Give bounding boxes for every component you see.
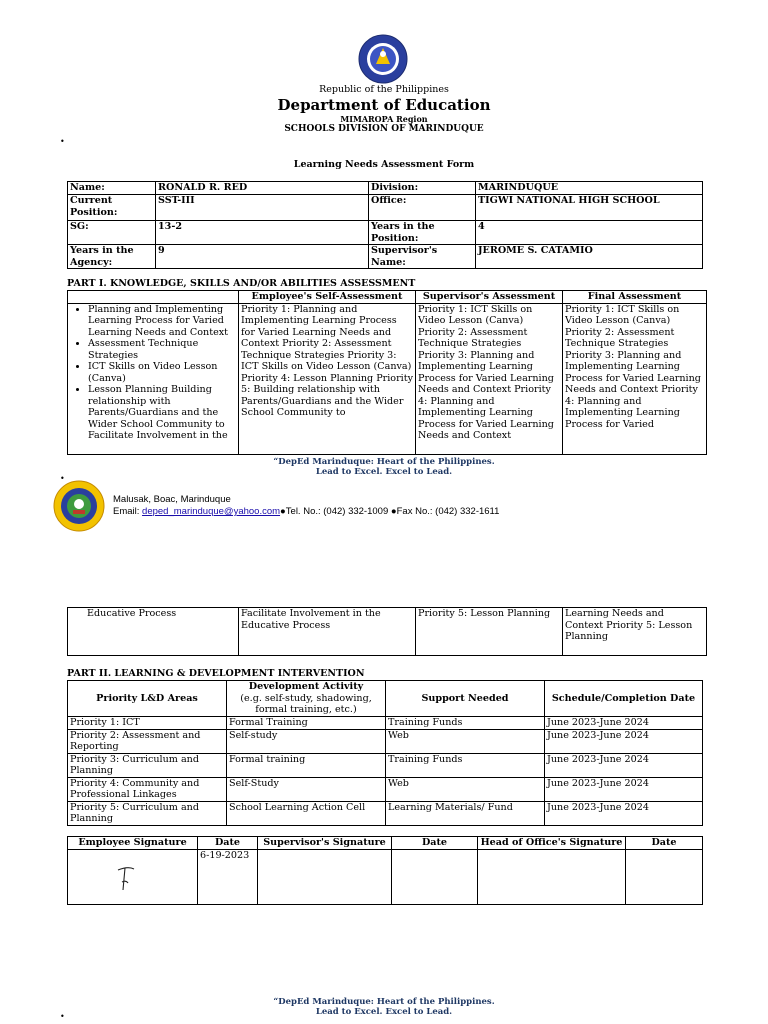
skill-item: • ICT Skills on Video Lesson (Canva): [88, 361, 236, 384]
table-row: [68, 729, 703, 753]
area-cell: Priority 1: ICT: [68, 716, 227, 729]
activity-cell: Formal training: [227, 753, 386, 777]
sg-label: SG:: [68, 221, 156, 245]
final-assessment-text: Priority 1: ICT Skills on Video Lesson (Canva) Priority 2: Assessment Technique Strategies Priority 3: Planning and Implementing Learning Process for Varied Learning Needs and Context Priority 4: Planning and Implementing Learning Process for Varied: [565, 303, 701, 430]
division-office-text: SCHOOLS DIVISION OF MARINDUQUE: [284, 124, 484, 134]
position-value: SST-III: [156, 195, 369, 221]
area-cell: Priority 2: Assessment and Reporting: [68, 729, 227, 753]
part2-header-activity: [227, 681, 386, 717]
activity-header-title: Development Activity: [248, 681, 364, 692]
part1-header-self: Employee's Self-Assessment: [239, 291, 416, 304]
form-title: Learning Needs Assessment Form: [293, 159, 475, 170]
part1-header-skills: [68, 291, 239, 304]
support-cell: Learning Materials/ Fund: [386, 801, 545, 825]
bullet-mark: •: [60, 137, 65, 146]
supervisor-signature-cell: [258, 850, 392, 905]
schedule-cell: June 2023-June 2024: [545, 801, 703, 825]
years-agency-label: Years in the Agency:: [68, 245, 156, 269]
skill-item: • Planning and Implementing Learning Process for Varied Learning Needs and Context: [88, 304, 236, 339]
employee-signature-cell: [68, 850, 198, 905]
part2-header-area: Priority L&D Areas: [68, 681, 227, 717]
sig-header-supervisor: Supervisor's Signature: [258, 837, 392, 850]
footer-motto-line2: Lead to Excel. Excel to Lead.: [315, 1007, 453, 1017]
part2-header-support: Support Needed: [386, 681, 545, 717]
activity-cell: School Learning Action Cell: [227, 801, 386, 825]
cont-final: Learning Needs and Context Priority 5: Lesson Planning: [563, 608, 707, 656]
self-assessment-text: Priority 1: Planning and Implementing Learning Process for Varied Learning Needs and Context Priority 2: Assessment Technique Strategies Priority 3: ICT Skills on Video Lesson (Canva) Priority 4: Lesson Planning Priority 5: Building relationship with Parents/Guardians and the Wider School Community to: [241, 303, 413, 418]
footer-motto-line1: “DepEd Marinduque: Heart of the Philippines.: [273, 997, 495, 1007]
support-cell: Web: [386, 729, 545, 753]
division-seal: [53, 480, 105, 532]
part2-title: PART II. LEARNING & DEVELOPMENT INTERVENTION: [67, 668, 365, 679]
skill-item: • Lesson Planning Building relationship with Parents/Guardians and the Wider School Community to Facilitate Involvement in the: [88, 384, 236, 442]
table-row: [68, 716, 703, 729]
supervisor-assessment-text: Priority 1: ICT Skills on Video Lesson (Canva) Priority 2: Assessment Technique Strategies Priority 3: Planning and Implementing Learning Process for Varied Learning Needs and Context Priority 4: Planning and Implementing Learning Process for Varied Learning Needs and Context: [418, 303, 554, 441]
part1-header-supervisor: Supervisor's Assessment: [416, 291, 563, 304]
sig-header-date: Date: [626, 837, 703, 850]
skill-item: • Assessment Technique Strategies: [88, 338, 236, 361]
support-cell: Web: [386, 777, 545, 801]
part1-continuation-table: [67, 607, 707, 656]
head-signature-cell: [478, 850, 626, 905]
area-cell: Priority 4: Community and Professional Linkages: [68, 777, 227, 801]
bullet-mark: •: [60, 1012, 65, 1021]
schedule-cell: June 2023-June 2024: [545, 729, 703, 753]
supervisor-label: Supervisor's Name:: [369, 245, 476, 269]
name-value: RONALD R. RED: [156, 182, 369, 195]
footer-contact-line: [113, 506, 499, 517]
table-row: [68, 777, 703, 801]
self-assessment-cell: [239, 303, 416, 454]
years-agency-value: 9: [156, 245, 369, 269]
supervisor-date-cell: [392, 850, 478, 905]
part1-header-final: Final Assessment: [563, 291, 707, 304]
phone-fax: ●Tel. No.: (042) 332-1009 ●Fax No.: (042) 332-1611: [280, 506, 500, 517]
position-label: Current Position:: [68, 195, 156, 221]
supervisor-assessment-cell: [416, 303, 563, 454]
email-link[interactable]: deped_marinduque@yahoo.com: [142, 506, 281, 517]
part1-table: [67, 290, 707, 455]
activity-cell: Formal Training: [227, 716, 386, 729]
sig-header-head: Head of Office's Signature: [478, 837, 626, 850]
part2-table: [67, 680, 703, 826]
office-label: Office:: [369, 195, 476, 221]
sig-header-date: Date: [392, 837, 478, 850]
division-label: Division:: [369, 182, 476, 195]
footer-address: Malusak, Boac, Marinduque: [113, 494, 231, 505]
cont-self: Facilitate Involvement in the Educative Process: [239, 608, 416, 656]
schedule-cell: June 2023-June 2024: [545, 753, 703, 777]
division-value: MARINDUQUE: [476, 182, 703, 195]
name-label: Name:: [68, 182, 156, 195]
handwritten-signature: [110, 856, 150, 896]
cont-skill: Educative Process: [68, 608, 239, 656]
support-cell: Training Funds: [386, 753, 545, 777]
cont-supervisor: Priority 5: Lesson Planning: [416, 608, 563, 656]
support-cell: Training Funds: [386, 716, 545, 729]
office-value: TIGWI NATIONAL HIGH SCHOOL: [476, 195, 703, 221]
head-date-cell: [626, 850, 703, 905]
email-label: Email:: [113, 506, 143, 517]
activity-cell: Self-Study: [227, 777, 386, 801]
department-title: Department of Education: [277, 96, 491, 114]
sig-header-date: Date: [198, 837, 258, 850]
part1-title: PART I. KNOWLEDGE, SKILLS AND/OR ABILITIES ASSESSMENT: [67, 278, 416, 289]
skills-cell: [68, 303, 239, 454]
signature-table: [67, 836, 703, 905]
table-row: [68, 753, 703, 777]
skills-list: [70, 304, 236, 442]
footer-motto-line1: “DepEd Marinduque: Heart of the Philippines.: [273, 457, 495, 467]
years-position-label: Years in the Position:: [369, 221, 476, 245]
republic-text: Republic of the Philippines: [319, 84, 449, 95]
deped-seal: [358, 34, 408, 84]
schedule-cell: June 2023-June 2024: [545, 777, 703, 801]
supervisor-value: JEROME S. CATAMIO: [476, 245, 703, 269]
area-cell: Priority 3: Curriculum and Planning: [68, 753, 227, 777]
final-assessment-cell: [563, 303, 707, 454]
footer-motto-line2: Lead to Excel. Excel to Lead.: [315, 467, 453, 477]
table-row: [68, 801, 703, 825]
schedule-cell: June 2023-June 2024: [545, 716, 703, 729]
years-position-value: 4: [476, 221, 703, 245]
part2-header-schedule: Schedule/Completion Date: [545, 681, 703, 717]
activity-cell: Self-study: [227, 729, 386, 753]
sg-value: 13-2: [156, 221, 369, 245]
activity-header-sub: (e.g. self-study, shadowing, formal training, etc.): [240, 692, 372, 715]
region-text: MIMAROPA Region: [340, 114, 428, 124]
area-cell: Priority 5: Curriculum and Planning: [68, 801, 227, 825]
bullet-mark: •: [60, 474, 65, 483]
employee-date-cell: 6-19-2023: [198, 850, 258, 905]
info-table: [67, 181, 703, 269]
sig-header-employee: Employee Signature: [68, 837, 198, 850]
